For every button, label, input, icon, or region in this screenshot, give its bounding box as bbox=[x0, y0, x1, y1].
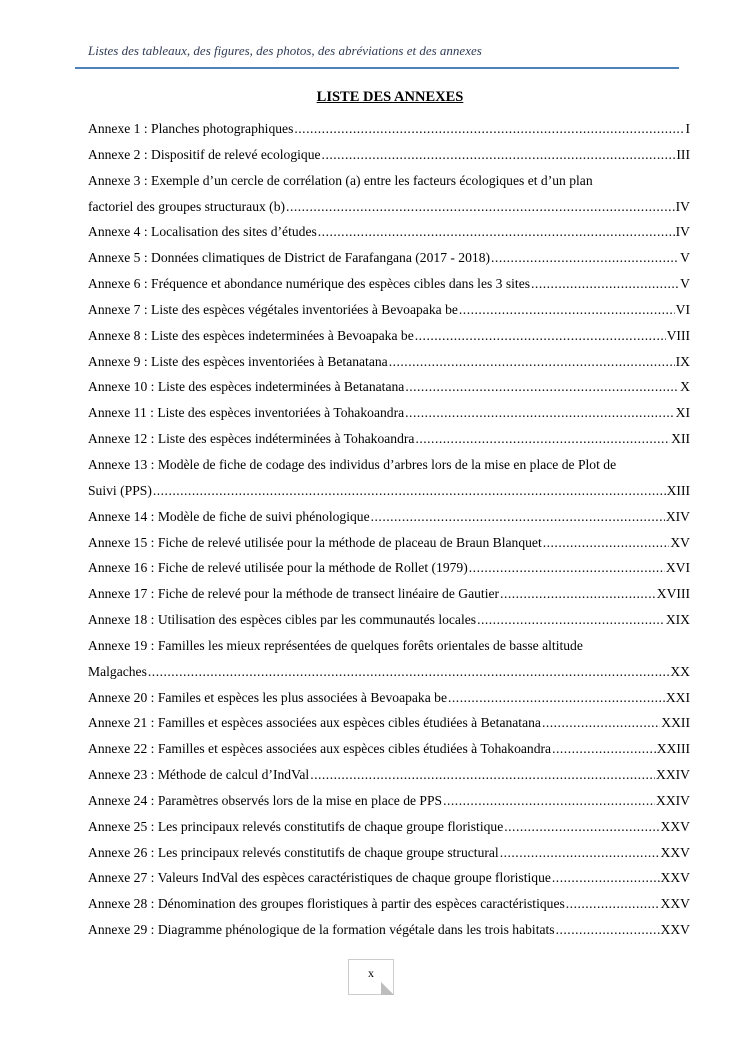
annex-entry[interactable] bbox=[88, 301, 690, 327]
annex-entry-text: Suivi (PPS) bbox=[88, 482, 152, 498]
annex-entry-text: Annexe 26 : Les principaux relevés constitutifs de chaque groupe structural bbox=[88, 844, 499, 860]
annex-page-number: IX bbox=[675, 353, 690, 369]
dot-leader bbox=[415, 430, 670, 448]
annex-entry[interactable] bbox=[88, 844, 690, 870]
annex-entry[interactable] bbox=[88, 534, 690, 560]
annex-page-number: XX bbox=[670, 663, 690, 679]
dot-leader bbox=[148, 663, 669, 681]
annex-page-number: XXII bbox=[661, 715, 690, 731]
annex-entry[interactable] bbox=[88, 378, 690, 404]
annex-entry-text: Annexe 5 : Données climatiques de District de Farafangana (2017 - 2018) bbox=[88, 250, 491, 266]
annex-page-number: V bbox=[680, 276, 690, 292]
annex-entry[interactable] bbox=[88, 508, 690, 534]
annex-entry[interactable] bbox=[88, 327, 690, 353]
annex-entry-text: factoriel des groupes structuraux (b) bbox=[88, 198, 286, 214]
annex-entry-text: Annexe 2 : Dispositif de relevé ecologique bbox=[88, 146, 321, 162]
annex-page-number: VI bbox=[675, 301, 690, 317]
annex-entry[interactable] bbox=[88, 120, 690, 146]
annex-entry-text: Annexe 25 : Les principaux relevés constitutifs de chaque groupe floristique bbox=[88, 818, 504, 834]
annex-entry[interactable] bbox=[88, 637, 690, 689]
annex-page-number: XIII bbox=[666, 482, 690, 498]
annex-entry[interactable] bbox=[88, 430, 690, 456]
annex-entry-text: Annexe 15 : Fiche de relevé utilisée pour la méthode de placeau de Braun Blanquet bbox=[88, 534, 542, 550]
annex-entry-text: Malgaches bbox=[88, 663, 147, 679]
annex-entry[interactable] bbox=[88, 740, 690, 766]
annex-page-number: XXV bbox=[660, 896, 690, 912]
dot-leader bbox=[500, 585, 656, 603]
annex-entry[interactable] bbox=[88, 585, 690, 611]
dot-leader bbox=[448, 689, 665, 707]
annex-entry[interactable] bbox=[88, 353, 690, 379]
annex-page-number: XXIII bbox=[656, 741, 690, 757]
annex-page-number: XXIV bbox=[656, 792, 690, 808]
annex-page-number: XXI bbox=[665, 689, 690, 705]
annex-entry-text: Annexe 28 : Dénomination des groupes floristiques à partir des espèces caractéristiques bbox=[88, 896, 565, 912]
dot-leader bbox=[552, 869, 660, 887]
annex-entry-text: Annexe 17 : Fiche de relevé pour la méthode de transect linéaire de Gautier bbox=[88, 586, 500, 602]
annex-entry-text: Annexe 10 : Liste des espèces indeterminées à Betanatana bbox=[88, 379, 405, 395]
annex-entry[interactable] bbox=[88, 921, 690, 947]
dot-leader bbox=[310, 766, 655, 784]
annex-entry[interactable] bbox=[88, 766, 690, 792]
annex-page-number: XXV bbox=[660, 922, 690, 938]
dot-leader bbox=[415, 327, 666, 345]
annex-entry-text: Annexe 22 : Familles et espèces associées aux espèces cibles étudiées à Tohakoandra bbox=[88, 741, 552, 757]
page-number-box bbox=[348, 959, 394, 995]
dot-leader bbox=[504, 818, 659, 836]
annex-entry[interactable] bbox=[88, 689, 690, 715]
annex-page-number: XVI bbox=[665, 560, 690, 576]
dot-leader bbox=[286, 198, 675, 216]
annex-entry-text: Annexe 16 : Fiche de relevé utilisée pour la méthode de Rollet (1979) bbox=[88, 560, 468, 576]
dot-leader bbox=[469, 559, 665, 577]
annex-page-number: XI bbox=[675, 405, 690, 421]
annex-entry-text: Annexe 19 : Familles les mieux représentées de quelques forêts orientales de basse altitude bbox=[88, 637, 583, 653]
dot-leader bbox=[153, 482, 666, 500]
annex-page-number: XV bbox=[670, 534, 690, 550]
annex-entry[interactable] bbox=[88, 792, 690, 818]
annex-entry-text: Annexe 3 : Exemple d’un cercle de corrélation (a) entre les facteurs écologiques et d’un plan bbox=[88, 172, 593, 188]
annex-entry-text: Annexe 20 : Familes et espèces les plus associées à Bevoapaka be bbox=[88, 689, 447, 705]
annex-entry-text: Annexe 13 : Modèle de fiche de codage des individus d’arbres lors de la mise en place de Plot de bbox=[88, 456, 617, 472]
annex-page-number: XIX bbox=[665, 612, 690, 628]
annex-page-number: IV bbox=[675, 224, 690, 240]
dot-leader bbox=[443, 792, 655, 810]
annex-entry[interactable] bbox=[88, 249, 690, 275]
annex-page-number: XXV bbox=[660, 870, 690, 886]
dot-leader bbox=[500, 844, 660, 862]
dot-leader bbox=[294, 120, 684, 138]
annex-page-number: XXV bbox=[660, 818, 690, 834]
annex-entry[interactable] bbox=[88, 714, 690, 740]
annex-entry-text: Annexe 4 : Localisation des sites d’études bbox=[88, 224, 317, 240]
dot-leader bbox=[543, 534, 670, 552]
annex-entry[interactable] bbox=[88, 818, 690, 844]
annex-entry[interactable] bbox=[88, 869, 690, 895]
annex-entry[interactable] bbox=[88, 404, 690, 430]
annex-entry[interactable] bbox=[88, 172, 690, 224]
annex-page-number: IV bbox=[675, 198, 690, 214]
running-header: Listes des tableaux, des figures, des photos, des abréviations et des annexes bbox=[88, 43, 482, 58]
annex-page-number: III bbox=[676, 146, 690, 162]
dot-leader bbox=[405, 404, 675, 422]
annex-entry-text: Annexe 18 : Utilisation des espèces cibles par les communautés locales bbox=[88, 612, 477, 628]
annex-page-number: X bbox=[680, 379, 690, 395]
annex-page-number: XXIV bbox=[656, 767, 690, 783]
dot-leader bbox=[552, 740, 656, 758]
page-number: x bbox=[368, 966, 374, 980]
annex-entry-text: Annexe 1 : Planches photographiques bbox=[88, 121, 294, 136]
dot-leader bbox=[371, 508, 665, 526]
annex-list bbox=[88, 120, 690, 947]
annex-page-number: XIV bbox=[665, 508, 690, 524]
dot-leader bbox=[405, 378, 679, 396]
annex-entry-text: Annexe 14 : Modèle de fiche de suivi phénologique bbox=[88, 508, 370, 524]
annex-entry[interactable] bbox=[88, 611, 690, 637]
page-curl-icon bbox=[381, 982, 394, 995]
annex-entry[interactable] bbox=[88, 146, 690, 172]
dot-leader bbox=[531, 275, 679, 293]
annex-entry-text: Annexe 24 : Paramètres observés lors de la mise en place de PPS bbox=[88, 792, 443, 808]
annex-page-number: XXV bbox=[660, 844, 690, 860]
dot-leader bbox=[491, 249, 679, 267]
dot-leader bbox=[389, 353, 675, 371]
annex-page-number: V bbox=[680, 250, 690, 266]
dot-leader bbox=[477, 611, 665, 629]
page-title: LISTE DES ANNEXES bbox=[316, 89, 464, 105]
annex-entry-text: Annexe 11 : Liste des espèces inventoriées à Tohakoandra bbox=[88, 405, 405, 421]
dot-leader bbox=[566, 895, 660, 913]
annex-entry-text: Annexe 27 : Valeurs IndVal des espèces caractéristiques de chaque groupe floristique bbox=[88, 870, 551, 886]
dot-leader bbox=[542, 714, 660, 732]
annex-page-number: VIII bbox=[666, 327, 690, 343]
annex-entry-text: Annexe 6 : Fréquence et abondance numérique des espèces cibles dans les 3 sites bbox=[88, 276, 531, 292]
annex-entry-text: Annexe 12 : Liste des espèces indéterminées à Tohakoandra bbox=[88, 431, 415, 447]
annex-entry-text: Annexe 7 : Liste des espèces végétales inventoriées à Bevoapaka be bbox=[88, 301, 458, 317]
annex-page-number: XII bbox=[671, 431, 690, 447]
annex-entry[interactable] bbox=[88, 895, 690, 921]
annex-page-number: XVIII bbox=[656, 586, 690, 602]
annex-entry-text: Annexe 29 : Diagramme phénologique de la formation végétale dans les trois habitats bbox=[88, 922, 555, 938]
annex-entry[interactable] bbox=[88, 456, 690, 508]
dot-leader bbox=[318, 223, 675, 241]
header-rule bbox=[75, 67, 679, 69]
annex-page-number: I bbox=[685, 121, 690, 136]
annex-entry[interactable] bbox=[88, 223, 690, 249]
annex-entry-text: Annexe 8 : Liste des espèces indeterminées à Bevoapaka be bbox=[88, 327, 414, 343]
annex-entry-text: Annexe 21 : Familles et espèces associées aux espèces cibles étudiées à Betanatana bbox=[88, 715, 541, 731]
annex-entry[interactable] bbox=[88, 559, 690, 585]
annex-entry-text: Annexe 23 : Méthode de calcul d’IndVal bbox=[88, 767, 310, 783]
annex-entry-text: Annexe 9 : Liste des espèces inventoriées à Betanatana bbox=[88, 353, 388, 369]
dot-leader bbox=[556, 921, 660, 939]
dot-leader bbox=[322, 146, 676, 164]
annex-entry[interactable] bbox=[88, 275, 690, 301]
dot-leader bbox=[459, 301, 675, 319]
